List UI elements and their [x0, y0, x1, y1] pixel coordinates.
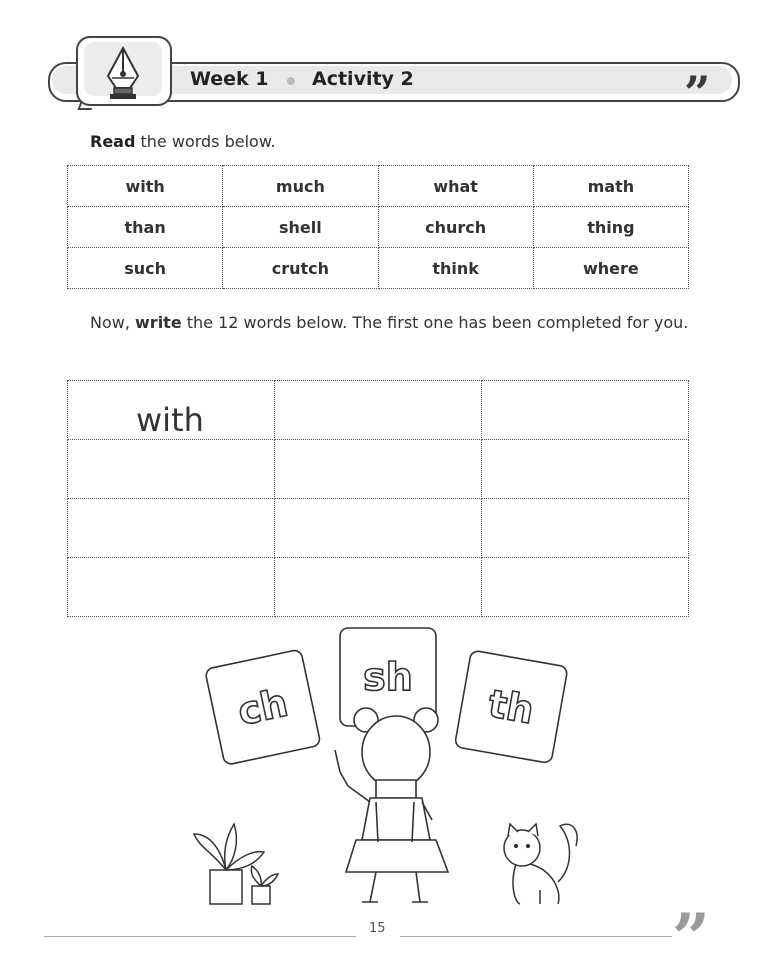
- week-label: Week 1: [190, 68, 269, 90]
- girl-with-cards-illustration: [180, 620, 600, 915]
- writing-cell[interactable]: [482, 558, 689, 617]
- writing-grid: [67, 380, 689, 617]
- card-ch-label: ch: [233, 680, 292, 734]
- header-separator-dot: [287, 77, 295, 85]
- write-instruction: [68, 308, 718, 337]
- word-cell: math: [533, 166, 688, 207]
- write-instruction-bold: write: [135, 313, 182, 332]
- word-cell: think: [378, 248, 533, 289]
- writing-cell[interactable]: [68, 381, 275, 440]
- word-table: [67, 165, 689, 289]
- word-cell: shell: [223, 207, 378, 248]
- word-cell: thing: [533, 207, 688, 248]
- word-cell: church: [378, 207, 533, 248]
- read-instruction-rest: the words below.: [135, 132, 276, 151]
- word-cell: than: [68, 207, 223, 248]
- writing-cell[interactable]: [482, 440, 689, 499]
- write-instruction-rest: the 12 words below. The first one has been completed for you.: [181, 313, 689, 332]
- table-row: [68, 440, 689, 499]
- word-cell: with: [68, 166, 223, 207]
- cat-figure: [504, 824, 577, 904]
- writing-cell[interactable]: [482, 381, 689, 440]
- word-cell: crutch: [223, 248, 378, 289]
- footer-divider-right: [400, 936, 672, 937]
- quote-mark-icon: ”: [684, 66, 711, 120]
- read-instruction-bold: Read: [90, 132, 136, 151]
- table-row: [68, 248, 689, 289]
- table-row: [68, 499, 689, 558]
- word-cell: where: [533, 248, 688, 289]
- girl-figure: [335, 708, 448, 902]
- fountain-pen-nib-icon: [100, 42, 146, 110]
- word-cell: such: [68, 248, 223, 289]
- card-sh-label: sh: [363, 655, 413, 699]
- table-row: [68, 381, 689, 440]
- writing-cell[interactable]: [275, 558, 482, 617]
- writing-cell[interactable]: [68, 558, 275, 617]
- footer-divider-left: [44, 936, 356, 937]
- writing-cell[interactable]: [68, 499, 275, 558]
- sample-word: with: [136, 401, 204, 439]
- writing-cell[interactable]: [275, 381, 482, 440]
- writing-cell[interactable]: [482, 499, 689, 558]
- table-row: [68, 558, 689, 617]
- page-number: 15: [369, 921, 386, 936]
- potted-plant: [194, 824, 278, 904]
- writing-cell[interactable]: [275, 440, 482, 499]
- table-row: [68, 166, 689, 207]
- card-th: [454, 650, 568, 764]
- word-cell: much: [223, 166, 378, 207]
- card-th-label: th: [485, 681, 538, 733]
- quote-mark-icon: ”: [672, 899, 710, 977]
- activity-label: Activity 2: [312, 68, 414, 90]
- writing-cell[interactable]: [68, 440, 275, 499]
- read-instruction: [90, 132, 276, 151]
- table-row: [68, 207, 689, 248]
- word-cell: what: [378, 166, 533, 207]
- card-ch: [205, 649, 321, 765]
- write-instruction-prefix: Now,: [90, 313, 136, 332]
- writing-cell[interactable]: [275, 499, 482, 558]
